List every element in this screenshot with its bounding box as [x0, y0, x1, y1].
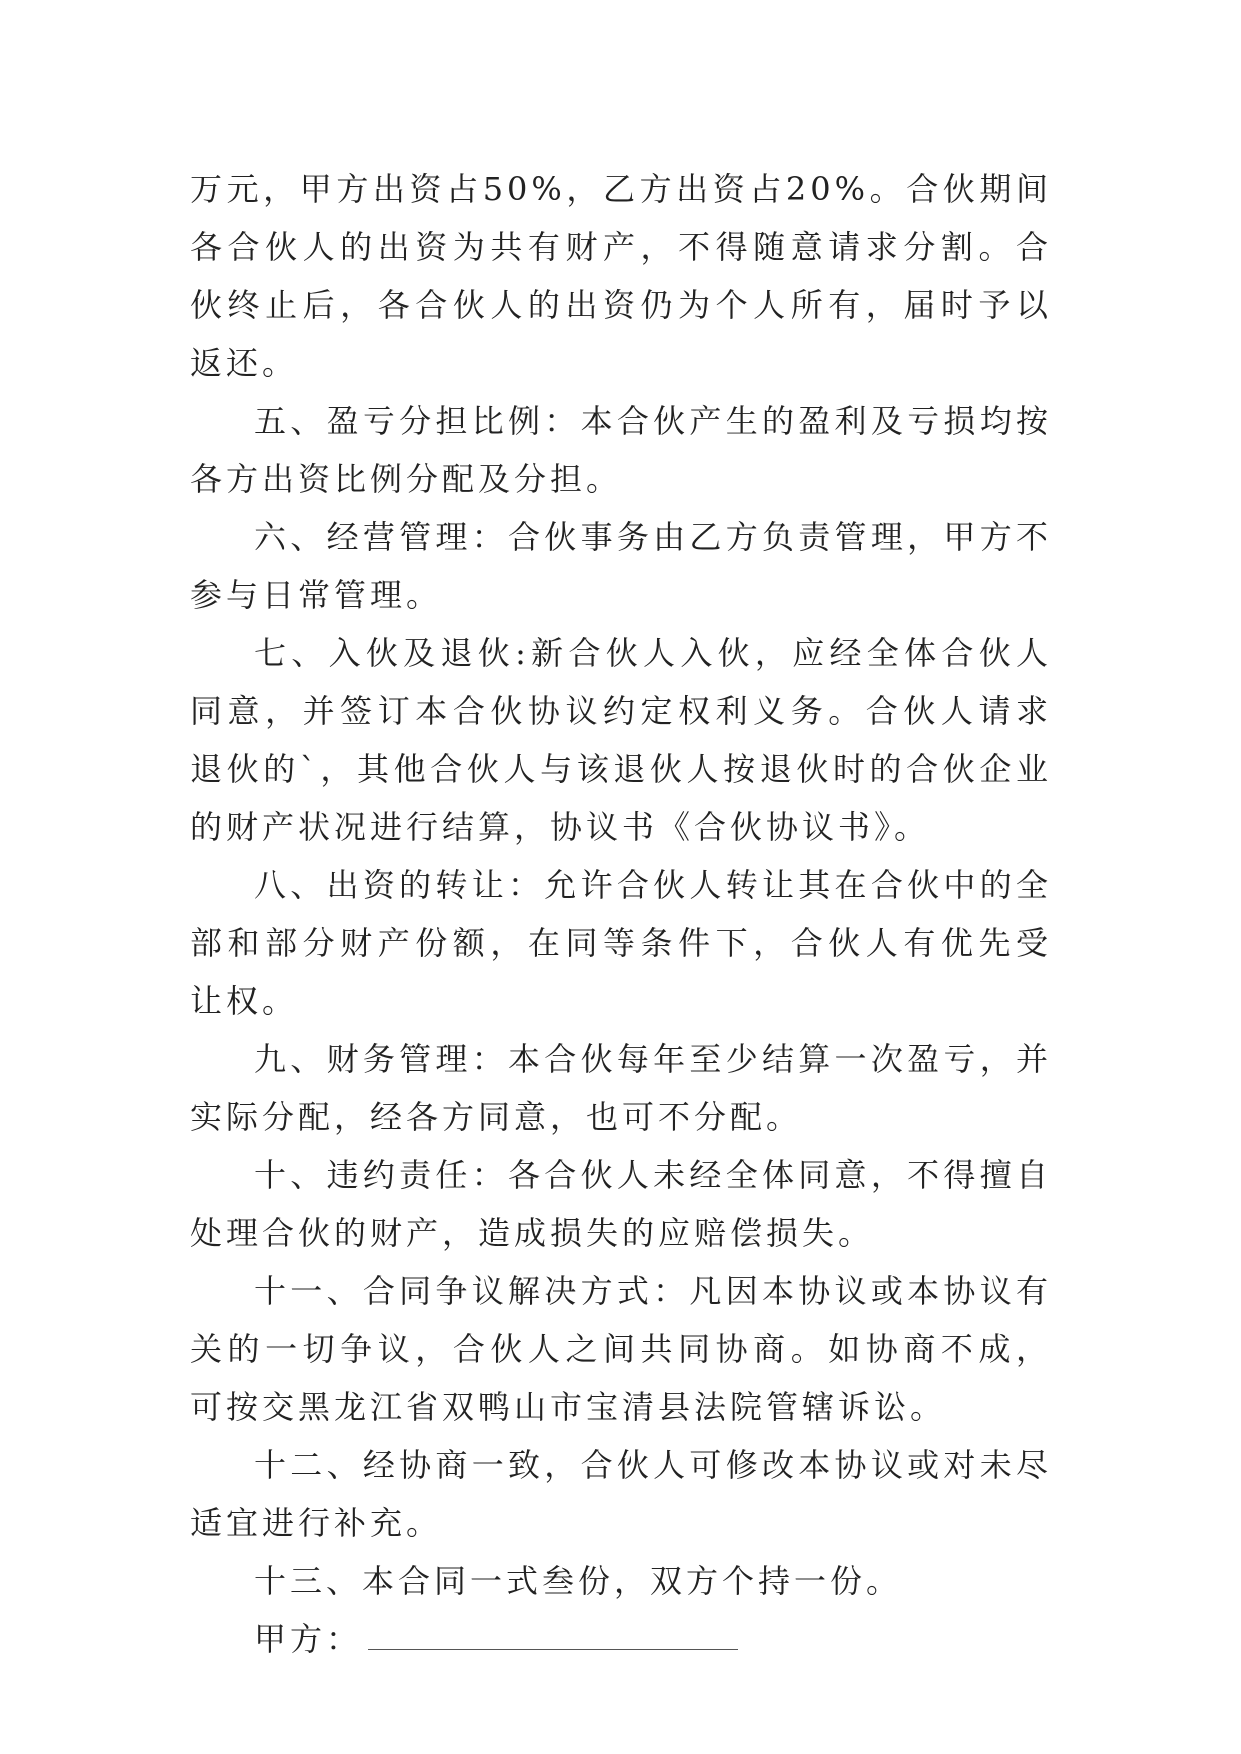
party-a-label: 甲方：: [254, 1620, 363, 1658]
signature-party-a: [190, 1610, 1052, 1668]
paragraph-transfer: 八、出资的转让：允许合伙人转让其在合伙中的全部和部分财产份额，在同等条件下，合伙人有优先受让权。: [190, 866, 1052, 1020]
paragraph-amendment: 十二、经协商一致，合伙人可修改本协议或对未尽适宜进行补充。: [190, 1446, 1052, 1542]
paragraph-liability: 十、违约责任：各合伙人未经全体同意，不得擅自处理合伙的财产，造成损失的应赔偿损失。: [190, 1156, 1052, 1252]
paragraph-management: 六、经营管理：合伙事务由乙方负责管理，甲方不参与日常管理。: [190, 518, 1052, 614]
paragraph-dispute: 十一、合同争议解决方式：凡因本协议或本协议有关的一切争议，合伙人之间共同协商。如协商不成，可按交黑龙江省双鸭山市宝清县法院管辖诉讼。: [190, 1272, 1052, 1426]
paragraph-capital-contribution: 万元，甲方出资占50%，乙方出资占20%。合伙期间各合伙人的出资为共有财产，不得随意请求分割。合伙终止后，各合伙人的出资仍为个人所有，届时予以返还。: [190, 170, 1052, 382]
paragraph-profit-loss-sharing: 五、盈亏分担比例：本合伙产生的盈利及亏损均按各方出资比例分配及分担。: [190, 402, 1052, 498]
party-a-signature-blank: [368, 1619, 738, 1650]
paragraph-finance: 九、财务管理：本合伙每年至少结算一次盈亏，并实际分配，经各方同意，也可不分配。: [190, 1040, 1052, 1136]
document-body: [190, 160, 1052, 1668]
paragraph-join-withdraw: 七、入伙及退伙:新合伙人入伙，应经全体合伙人同意，并签订本合伙协议约定权利义务。合伙人请求退伙的`，其他合伙人与该退伙人按退伙时的合伙企业的财产状况进行结算，协议书《合伙协议书》。: [190, 634, 1052, 846]
paragraph-copies: 十三、本合同一式叁份，双方个持一份。: [254, 1562, 903, 1600]
